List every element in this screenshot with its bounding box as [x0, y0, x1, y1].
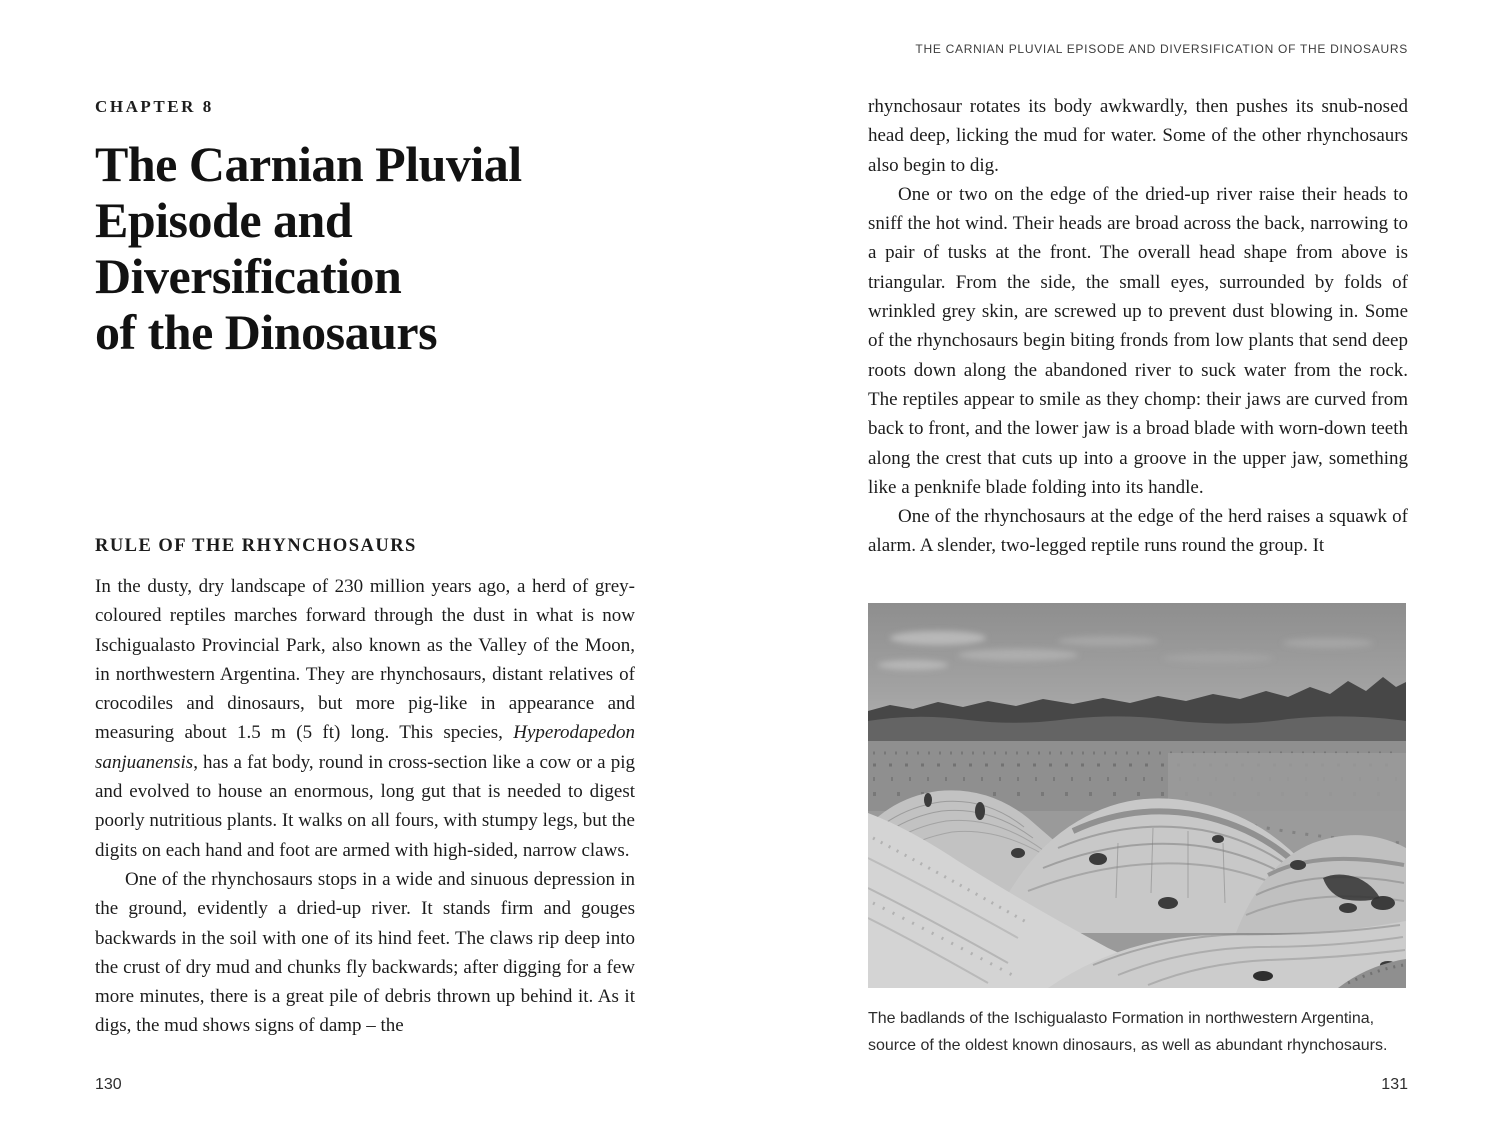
running-header: THE CARNIAN PLUVIAL EPISODE AND DIVERSIFICATION OF THE DINOSAURS — [915, 42, 1408, 56]
chapter-title-line: Episode and — [95, 192, 353, 248]
page-130 — [95, 0, 635, 1148]
badlands-photo — [868, 603, 1406, 988]
paragraph: One of the rhynchosaurs at the edge of the herd raises a squawk of alarm. A slender, two-legged reptile runs round the group. It — [868, 506, 1408, 557]
paragraph: rhynchosaur rotates its body awkwardly, then pushes its snub-nosed head deep, licking the mud for water. Some of the other rhynchosaurs also begin to dig. — [868, 96, 1408, 176]
chapter-title-line: of the Dinosaurs — [95, 304, 438, 360]
photo-caption: The badlands of the Ischigualasto Formation in northwestern Argentina, source of the oldest known dinosaurs, as well as abundant rhynchosaurs. — [868, 1010, 1388, 1054]
chapter-title — [95, 136, 522, 360]
page-131 — [868, 0, 1408, 1148]
section-heading: RULE OF THE RHYNCHOSAURS — [95, 536, 417, 556]
body-text-right — [868, 92, 1408, 561]
page-number-left: 130 — [95, 1076, 122, 1093]
chapter-label: CHAPTER 8 — [95, 97, 214, 116]
paragraph: In the dusty, dry landscape of 230 million years ago, a herd of grey-coloured reptiles marches forward through the dust in what is now Ischigualasto Provincial Park, also known as the Valley of the Moon, in northwestern Argentina. They are rhynchosaurs, distant relatives of crocodiles and dinosaurs, but more pig-like in appearance and measuring about 1.5 m (5 ft) long. This species, Hyperodapedon sanjuanensis, has a fat body, round in cross-section like a cow or a pig and evolved to house an enormous, long gut that is needed to digest poorly nutritious plants. It walks on all fours, with stumpy legs, but the digits on each hand and foot are armed with high-sided, narrow claws. — [95, 576, 635, 861]
chapter-title-line: The Carnian Pluvial — [95, 136, 522, 192]
paragraph: One or two on the edge of the dried-up river raise their heads to sniff the hot wind. Their heads are broad across the back, narrowing to a pair of tusks at the front. The overall head shape from above is triangular. From the side, the small eyes, surrounded by folds of wrinkled grey skin, are screwed up to prevent dust blowing in. Some of the rhynchosaurs begin biting fronds from low plants that send deep roots down along the abandoned river to suck water from the rock. The reptiles appear to smile as they chomp: their jaws are curved from back to front, and the lower jaw is a broad blade with worn-down teeth along the crest that cuts up into a groove in the upper jaw, something like a penknife blade folding into its handle. — [868, 183, 1408, 498]
page-number-right: 131 — [1381, 1076, 1408, 1093]
chapter-title-line: Diversification — [95, 248, 402, 304]
paragraph: One of the rhynchosaurs stops in a wide and sinuous depression in the ground, evidently a dried-up river. It stands firm and gouges backwards in the soil with one of its hind feet. The claws rip deep into the crust of dry mud and chunks fly backwards; after digging for a few more minutes, there is a great pile of debris thrown up behind it. As it digs, the mud shows signs of damp – the — [95, 868, 635, 1037]
body-text-left — [95, 572, 635, 1041]
